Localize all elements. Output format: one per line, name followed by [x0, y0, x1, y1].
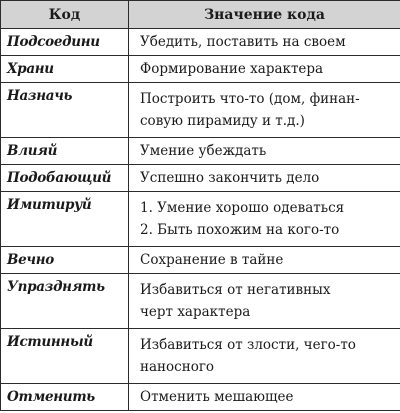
meaning-line: Построить что-то (дом, финан- — [140, 91, 360, 107]
meaning-cell — [129, 29, 400, 56]
meaning-line: Формирование характера — [140, 61, 324, 77]
meaning-cell — [129, 384, 400, 411]
code-cell: Отменить — [1, 384, 129, 411]
code-cell: Влияй — [1, 138, 129, 165]
meaning-cell — [129, 274, 400, 329]
header-row — [1, 1, 400, 29]
meaning-line: Избавиться от злости, чего-то — [140, 337, 356, 353]
meaning-line: Избавиться от негативных — [140, 282, 331, 298]
table-row — [1, 165, 400, 192]
table-body — [1, 29, 400, 411]
meaning-line: 1. Умение хорошо одеваться — [140, 200, 345, 216]
code-cell: Храни — [1, 56, 129, 83]
meaning-line: 2. Быть похожим на кого-то — [140, 222, 340, 238]
table-row — [1, 138, 400, 165]
meaning-cell — [129, 329, 400, 384]
meaning-cell — [129, 56, 400, 83]
table-row — [1, 56, 400, 83]
meaning-cell — [129, 192, 400, 247]
header-meaning: Значение кода — [129, 1, 400, 29]
header-code: Код — [1, 1, 129, 29]
table-row — [1, 274, 400, 329]
meaning-line: Успешно закончить дело — [140, 170, 320, 186]
code-cell: Упразднять — [1, 274, 129, 329]
code-cell: Назначь — [1, 83, 129, 138]
meaning-cell — [129, 247, 400, 274]
meaning-line: Умение убеждать — [140, 143, 267, 159]
table-row — [1, 247, 400, 274]
meaning-cell — [129, 83, 400, 138]
code-cell: Истинный — [1, 329, 129, 384]
table-header — [1, 1, 400, 29]
code-cell: Подсоедини — [1, 29, 129, 56]
table-row — [1, 29, 400, 56]
table-row — [1, 329, 400, 384]
meaning-line: черт характера — [140, 304, 251, 320]
meaning-cell — [129, 138, 400, 165]
meaning-line: Сохранение в тайне — [140, 252, 284, 268]
meaning-line: Убедить, поставить на своем — [140, 34, 346, 50]
meaning-line: наносного — [140, 359, 215, 375]
code-cell: Имитируй — [1, 192, 129, 247]
meaning-line: совую пирамиду и т.д.) — [140, 113, 305, 129]
table-row — [1, 192, 400, 247]
code-cell: Подобающий — [1, 165, 129, 192]
code-cell: Вечно — [1, 247, 129, 274]
meaning-line: Отменить мешающее — [140, 389, 294, 405]
table-row — [1, 384, 400, 411]
meaning-cell — [129, 165, 400, 192]
table-row — [1, 83, 400, 138]
